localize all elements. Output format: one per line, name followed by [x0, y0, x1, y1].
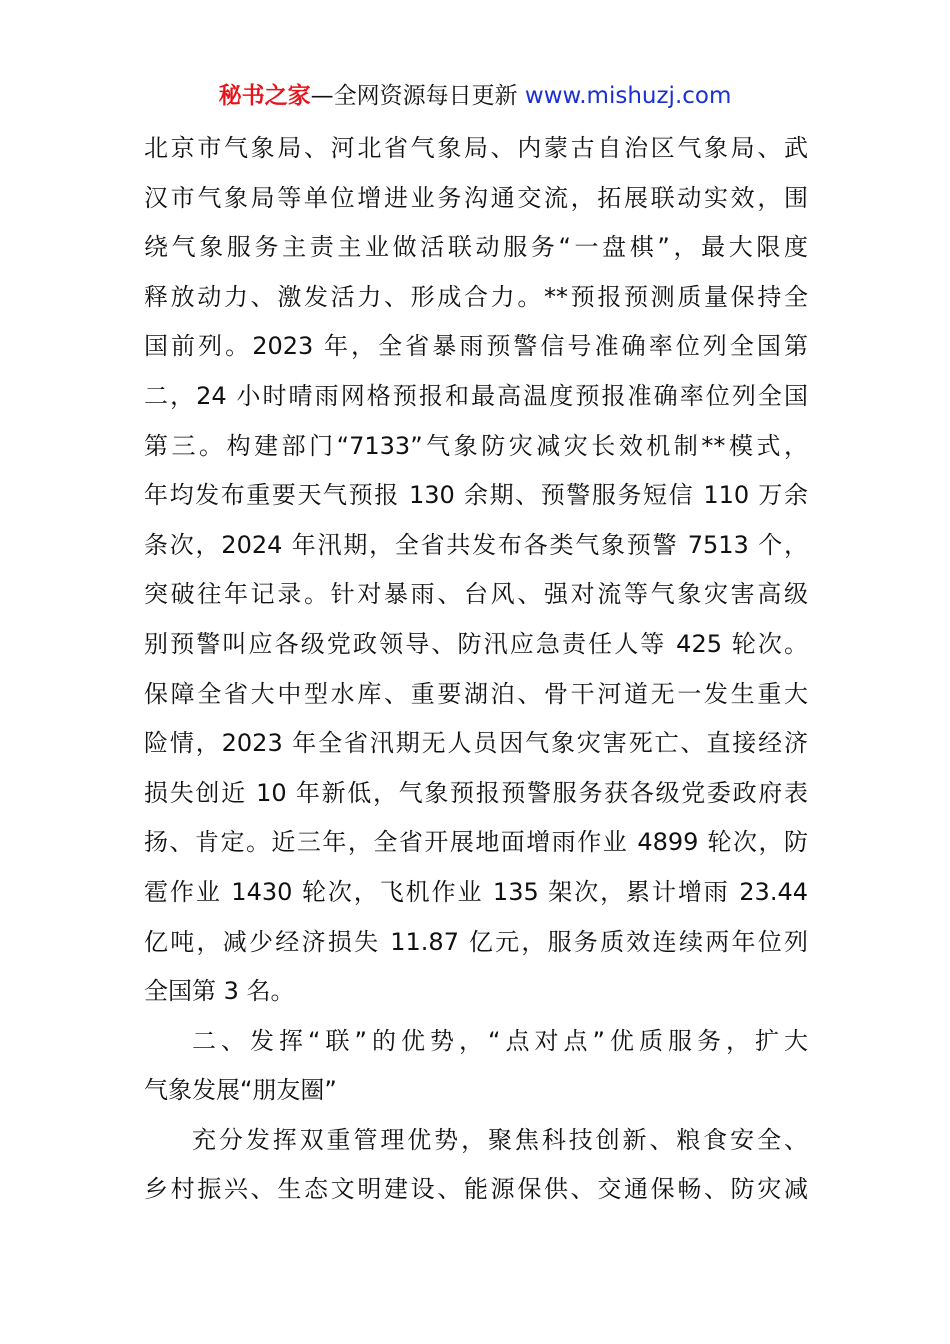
text-line: 绕气象服务主责主业做活联动服务“一盘棋”，最大限度	[144, 233, 808, 262]
heading-line: 二、发挥“联”的优势，“点对点”优质服务，扩大	[192, 1026, 808, 1055]
text-line: 汉市气象局等单位增进业务沟通交流，拓展联动实效，围	[144, 183, 808, 212]
section-heading-two	[144, 1017, 808, 1116]
text-line: 损失创近 10 年新低，气象预报预警服务获各级党委政府表	[144, 778, 808, 807]
paragraph-dual-management	[144, 1116, 808, 1215]
text-line: 险情，2023 年全省汛期无人员因气象灾害死亡、直接经济	[144, 729, 808, 758]
text-line: 亿吨，减少经济损失 11.87 亿元，服务质效连续两年位列	[144, 927, 808, 956]
text-line: 释放动力、激发活力、形成合力。**预报预测质量保持全	[144, 282, 808, 311]
site-url-link[interactable]: www.mishuzj.com	[524, 83, 732, 109]
page-header	[0, 80, 950, 112]
text-line: 第三。构建部门“7133”气象防灾减灾长效机制**模式，	[144, 431, 808, 460]
text-line: 二，24 小时晴雨网格预报和最高温度预报准确率位列全国	[144, 381, 808, 410]
heading-line: 气象发展“朋友圈”	[144, 1076, 337, 1105]
document-body	[144, 124, 808, 1215]
text-line: 保障全省大中型水库、重要湖泊、骨干河道无一发生重大	[144, 679, 808, 708]
text-line: 雹作业 1430 轮次，飞机作业 135 架次，累计增雨 23.44	[144, 877, 808, 906]
text-line: 全国第 3 名。	[144, 977, 295, 1006]
text-line: 别预警叫应各级党政领导、防汛应急责任人等 425 轮次。	[144, 629, 808, 658]
text-line: 条次，2024 年汛期，全省共发布各类气象预警 7513 个，	[144, 530, 808, 559]
text-line: 充分发挥双重管理优势，聚焦科技创新、粮食安全、	[192, 1125, 808, 1154]
paragraph-weather-services	[144, 124, 808, 1017]
text-line: 突破往年记录。针对暴雨、台风、强对流等气象灾害高级	[144, 580, 808, 609]
text-line: 扬、肯定。近三年，全省开展地面增雨作业 4899 轮次，防	[144, 828, 808, 857]
text-line: 国前列。2023 年，全省暴雨预警信号准确率位列全国第	[144, 332, 808, 361]
header-tagline: —全网资源每日更新	[310, 83, 518, 109]
text-line: 乡村振兴、生态文明建设、能源保供、交通保畅、防灾减	[144, 1175, 808, 1204]
text-line: 北京市气象局、河北省气象局、内蒙古自治区气象局、武	[144, 134, 808, 162]
text-line: 年均发布重要天气预报 130 余期、预警服务短信 110 万余	[144, 481, 808, 510]
brand-name: 秘书之家	[218, 83, 311, 109]
